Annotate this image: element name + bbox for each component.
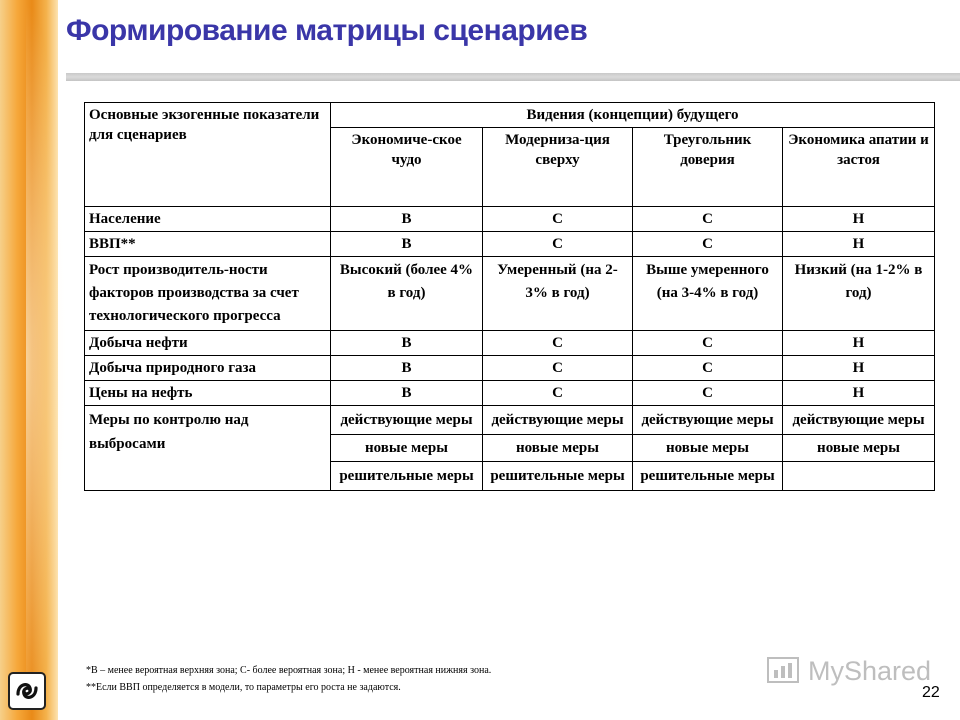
table-cell: Умеренный (на 2-3% в год) [483, 257, 633, 331]
table-cell: решительные меры [483, 462, 633, 491]
table-cell: Н [783, 356, 935, 381]
table-row [85, 331, 935, 356]
table-cell: С [483, 331, 633, 356]
table-cell: новые меры [633, 435, 783, 462]
row-label: Добыча нефти [85, 331, 331, 356]
watermark-text: MyShared [808, 656, 932, 686]
table-row [85, 232, 935, 257]
table-cell: С [633, 331, 783, 356]
row-label: Цены на нефть [85, 381, 331, 406]
table-row [85, 406, 935, 435]
table-cell: действующие меры [633, 406, 783, 435]
table-cell: Высокий (более 4% в год) [331, 257, 483, 331]
table-cell: Н [783, 381, 935, 406]
watermark-presentation-icon [766, 654, 806, 690]
row-label: ВВП** [85, 232, 331, 257]
corner-header: Основные экзогенные показатели для сценариев [85, 103, 331, 207]
table-row [85, 381, 935, 406]
table-cell: новые меры [331, 435, 483, 462]
column-header: Треугольник доверия [633, 128, 783, 207]
group-header: Видения (концепции) будущего [331, 103, 935, 128]
table-cell: В [331, 232, 483, 257]
table-cell: С [633, 232, 783, 257]
footnote-2: **Если ВВП определяется в модели, то параметры его роста не задаются. [86, 682, 401, 693]
table-row [85, 356, 935, 381]
table-cell: действующие меры [483, 406, 633, 435]
table-cell: С [483, 381, 633, 406]
table-cell: Выше умеренного (на 3-4% в год) [633, 257, 783, 331]
column-header: Модерниза-ция сверху [483, 128, 633, 207]
watermark [766, 654, 932, 690]
scenario-matrix-table [84, 102, 935, 491]
column-header: Экономиче-ское чудо [331, 128, 483, 207]
table-cell: решительные меры [633, 462, 783, 491]
table-cell: С [483, 207, 633, 232]
table-cell: новые меры [483, 435, 633, 462]
institution-logo-icon [8, 672, 46, 710]
table-cell: В [331, 356, 483, 381]
table-cell: В [331, 331, 483, 356]
table-row [85, 207, 935, 232]
table-cell: действующие меры [331, 406, 483, 435]
sidebar-glow [26, 0, 66, 720]
column-header: Экономика апатии и застоя [783, 128, 935, 207]
row-label: Добыча природного газа [85, 356, 331, 381]
table-cell: действующие меры [783, 406, 935, 435]
table-cell [783, 462, 935, 491]
title-divider [66, 73, 960, 81]
table-cell: Низкий (на 1-2% в год) [783, 257, 935, 331]
row-label: Меры по контролю над выбросами [85, 406, 331, 491]
table-cell: С [483, 232, 633, 257]
slide-title: Формирование матрицы сценариев [66, 14, 588, 47]
table-cell: С [483, 356, 633, 381]
table-cell: С [633, 356, 783, 381]
footnotes [86, 662, 491, 696]
row-label: Рост производитель-ности факторов производства за счет технологического прогресса [85, 257, 331, 331]
table-cell: В [331, 381, 483, 406]
table-cell: Н [783, 207, 935, 232]
table-cell: новые меры [783, 435, 935, 462]
table-cell: С [633, 381, 783, 406]
table-cell: решительные меры [331, 462, 483, 491]
table-row [85, 257, 935, 331]
table-header-row [85, 103, 935, 128]
table-cell: С [633, 207, 783, 232]
table-cell: В [331, 207, 483, 232]
page-number: 22 [922, 684, 940, 701]
footnote-1: *В – менее вероятная верхняя зона; С- более вероятная зона; Н - менее вероятная нижняя зона. [86, 665, 492, 676]
table-cell: Н [783, 232, 935, 257]
table-cell: Н [783, 331, 935, 356]
row-label: Население [85, 207, 331, 232]
